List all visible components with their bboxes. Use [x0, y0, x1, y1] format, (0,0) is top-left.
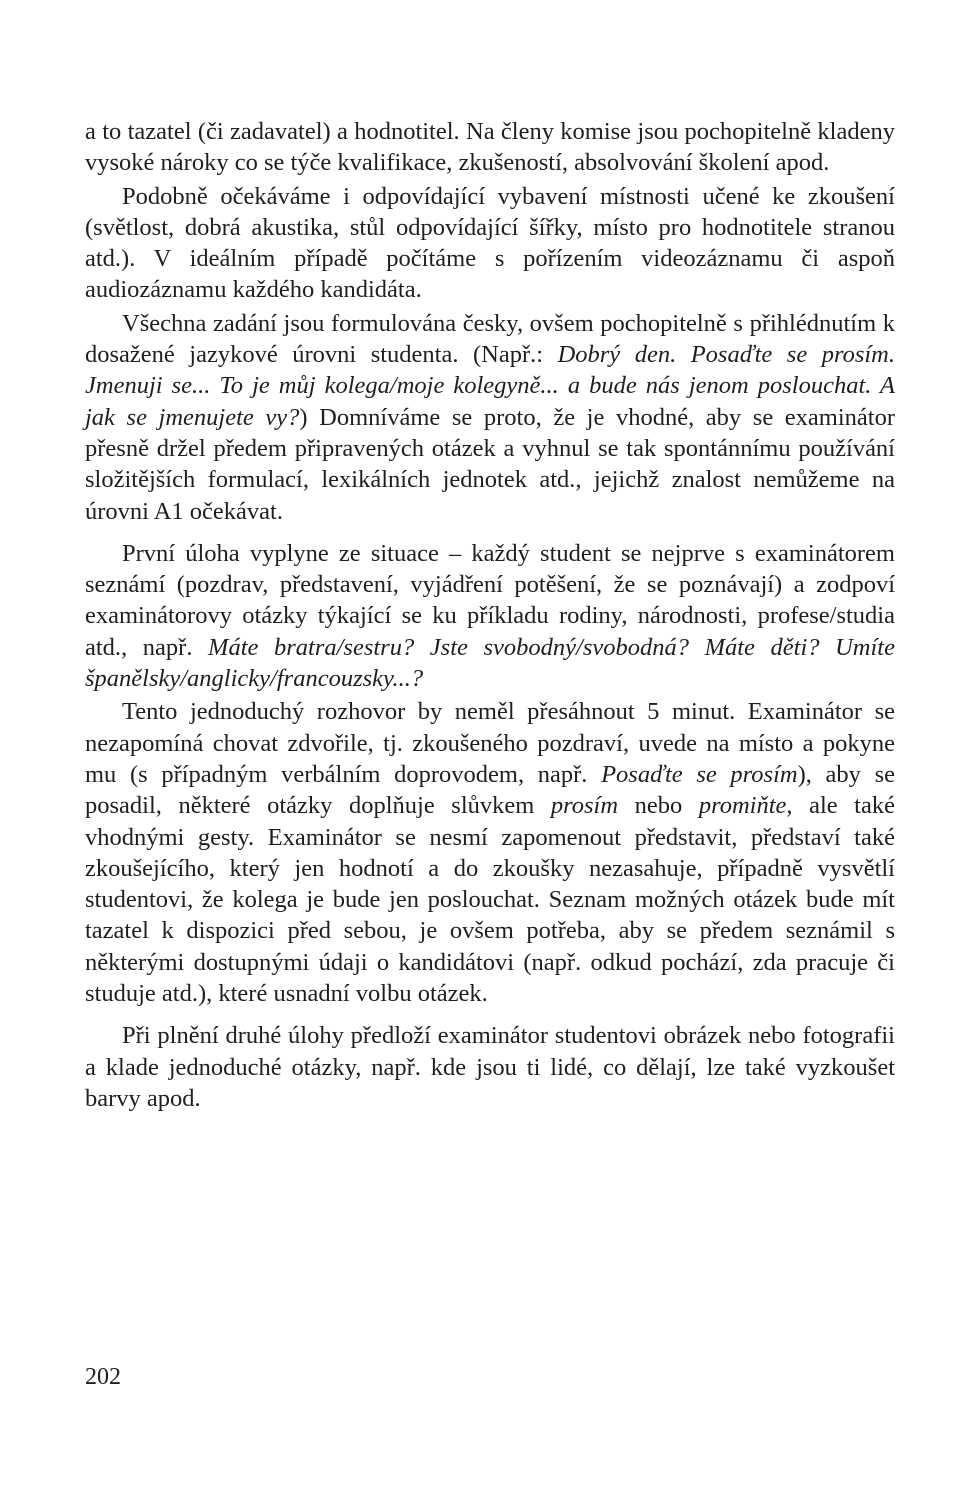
- text-run: nebo: [618, 792, 699, 820]
- page-number: 202: [85, 1364, 121, 1390]
- text-run: ), aby se posadil, některé otázky doplňuje slůvkem: [85, 760, 895, 820]
- italic-example-phrases: Dobrý den. Posaďte se prosím. Jmenuji se... To je můj kolega/moje kolegyně... a bude nás jenom poslouchat. A jak se jmenujete vy?: [85, 341, 896, 431]
- italic-example-phrase: Posaďte se prosím: [601, 760, 798, 788]
- text-run: Tento jednoduchý rozhovor by neměl přesáhnout 5 minut. Examinátor se nezapomíná chovat zdvořile, tj. zkoušeného pozdraví, uvede na místo a pokyne mu (s případným verbálním doprovodem, např.: [85, 698, 895, 788]
- italic-example-questions: Máte bratra/sestru? Jste svobodný/svobodná? Máte děti? Umíte španělsky/anglicky/francouzsky...?: [85, 633, 895, 693]
- paragraph-1: [85, 116, 895, 179]
- paragraph-4: [85, 538, 895, 694]
- body-text: [85, 116, 895, 1114]
- text-run: , ale také vhodnými gesty. Examinátor se nesmí zapomenout představit, představí také zkoušejícího, který jen hodnotí a do zkoušky nezasahuje, případně vysvětlí studentovi, že kolega je bude jen poslouchat. Seznam možných otázek bude mít tazatel k dispozici před sebou, je ovšem potřeba, aby se předem seznámil s některými dostupnými údaji o kandidátovi (např. odkud pochází, zda pracuje či studuje atd.), které usnadní volbu otázek.: [85, 792, 895, 1008]
- text-run: ) Domníváme se proto, že je vhodné, aby se examinátor přesně držel předem připravených otázek a vyhnul se tak spontánnímu používání složitějších formulací, lexikálních jednotek atd., jejichž znalost nemůžeme na úrovni A1 očekávat.: [85, 403, 896, 525]
- text-run: Všechna zadání jsou formulována česky, ovšem pochopitelně s přihlédnutím k dosažené jazykové úrovni studenta. (Např.:: [85, 309, 895, 369]
- text-run: a to tazatel (či zadavatel) a hodnotitel. Na členy komise jsou pochopitelně kladeny vysoké nároky co se týče kvalifikace, zkušeností, absolvování školení apod.: [85, 118, 895, 177]
- paragraph-6: [85, 1020, 895, 1114]
- text-run: Podobně očekáváme i odpovídající vybavení místnosti učené ke zkoušení (světlost, dobrá akustika, stůl odpovídající šířky, místo pro hodnotitele stranou atd.). V ideálním případě počítáme s pořízením videozáznamu či aspoň audiozáznamu každého kandidáta.: [85, 182, 895, 304]
- paragraph-2: [85, 181, 895, 306]
- italic-word: prosím: [550, 792, 619, 820]
- italic-word: promiňte: [698, 792, 787, 820]
- paragraph-5: [85, 696, 895, 1009]
- text-run: Při plnění druhé úlohy předloží examinátor studentovi obrázek nebo fotografii a klade jednoduché otázky, např. kde jsou ti lidé, co dělají, lze také vyzkoušet barvy apod.: [85, 1022, 895, 1112]
- paragraph-3: [85, 308, 895, 527]
- text-run: První úloha vyplyne ze situace – každý student se nejprve s examinátorem seznámí (pozdrav, představení, vyjádření potěšení, že se poznávají) a zodpoví examinátorovy otázky týkající se ku příkladu rodiny, národnosti, profese/studia atd., např.: [85, 539, 895, 661]
